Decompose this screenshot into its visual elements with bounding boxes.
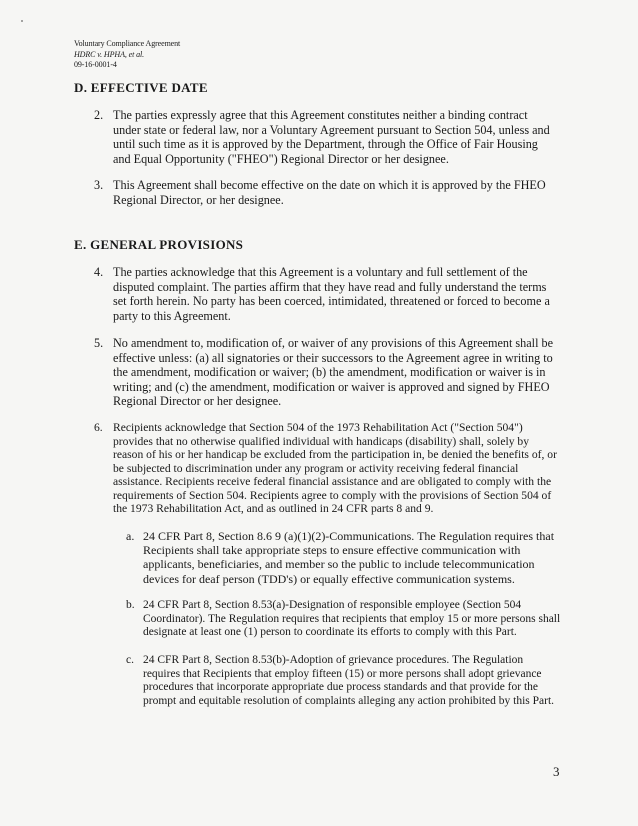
- paragraph-5: [94, 336, 554, 409]
- header-agreement-title: Voluntary Compliance Agreement: [74, 39, 181, 48]
- subparagraph-text: 24 CFR Part 8, Section 8.53(b)-Adoption of grievance procedures. The Regulation requires that Recipients that employ fifteen (15) or more persons shall adopt grievance procedures that incorporate appropriate due process standards and that provide for the prompt and equitable resolution of complaints alleging any action prohibited by this Part.: [143, 654, 555, 707]
- paragraph-number: 4.: [94, 265, 104, 279]
- paragraph-6: [94, 421, 559, 516]
- scan-speck: [21, 20, 23, 22]
- header-case-name: HDRC v. HPHA, et al.: [74, 49, 145, 59]
- paragraph-number: 6.: [94, 421, 103, 434]
- subparagraph-b: [126, 599, 563, 640]
- paragraph-text: The parties expressly agree that this Agreement constitutes neither a binding contract under state or federal law, nor a Voluntary Agreement pursuant to Section 504, unless and until such time as it is approved by the Department, through the Office of Fair Housing and Equal Opportunity ("FHEO") Regional Director or her designee.: [113, 108, 550, 166]
- subparagraph-letter: a.: [126, 529, 135, 543]
- subparagraph-a: [126, 529, 563, 586]
- paragraph-number: 3.: [94, 178, 104, 192]
- subparagraph-letter: c.: [126, 654, 134, 666]
- paragraph-number: 2.: [94, 108, 104, 122]
- page-number: 3: [553, 764, 560, 779]
- section-d-heading: D. EFFECTIVE DATE: [74, 80, 208, 95]
- subparagraph-text: 24 CFR Part 8, Section 8.53(a)-Designation of responsible employee (Section 504 Coordinator). The Regulation requires that recipients that employ 15 or more persons shall designate at least one (1) person to coordinate its efforts to comply with this Part.: [143, 599, 561, 638]
- running-header: [74, 39, 180, 71]
- paragraph-4: [94, 265, 553, 323]
- subparagraph-text: 24 CFR Part 8, Section 8.6 9 (a)(1)(2)-Communications. The Regulation requires that Recipients shall take appropriate steps to ensure effective communication with applicants, beneficiaries, and member so the public to include telecommunication devices for deaf person (TDD's) or equally effective communication systems.: [143, 529, 555, 586]
- subparagraph-letter: b.: [126, 599, 135, 611]
- paragraph-2: [94, 108, 553, 166]
- paragraph-number: 5.: [94, 336, 104, 350]
- paragraph-text: No amendment to, modification of, or waiver of any provisions of this Agreement shall be effective unless: (a) all signatories or their successors to the Agreement agree in writing to the amendment, modification or waiver; (b) the amendment, modification or waiver is in writing; and (c) the amendment, modification or waiver is approved and signed by FHEO Regional Director or her designee.: [113, 336, 554, 409]
- paragraph-text: The parties acknowledge that this Agreement is a voluntary and full settlement of the disputed complaint. The parties affirm that they have read and fully understand the terms set forth herein. No party has been coerced, intimidated, threatened or forced to become a party to this Agreement.: [113, 265, 550, 323]
- paragraph-text: Recipients acknowledge that Section 504 of the 1973 Rehabilitation Act ("Section 504") provides that no otherwise qualified individual with handicaps (disability) shall, solely by reason of his or her handicap be excluded from the participation in, be denied the benefits of, or be subjected to discrimination under any program or activity receiving federal financial assistance. Recipients receive federal financial assistance and are obligated to comply with the requirements of Section 504. Recipients agree to comply with the provisions of Section 504 of the 1973 Rehabilitation Act, and as outlined in 24 CFR parts 8 and 9.: [113, 421, 557, 515]
- header-case-number: 09-16-0001-4: [74, 60, 117, 69]
- paragraph-3: [94, 178, 553, 207]
- subparagraph-c: [126, 654, 563, 708]
- section-e-heading: E. GENERAL PROVISIONS: [74, 237, 244, 252]
- paragraph-text: This Agreement shall become effective on the date on which it is approved by the FHEO Regional Director, or her designee.: [113, 178, 546, 207]
